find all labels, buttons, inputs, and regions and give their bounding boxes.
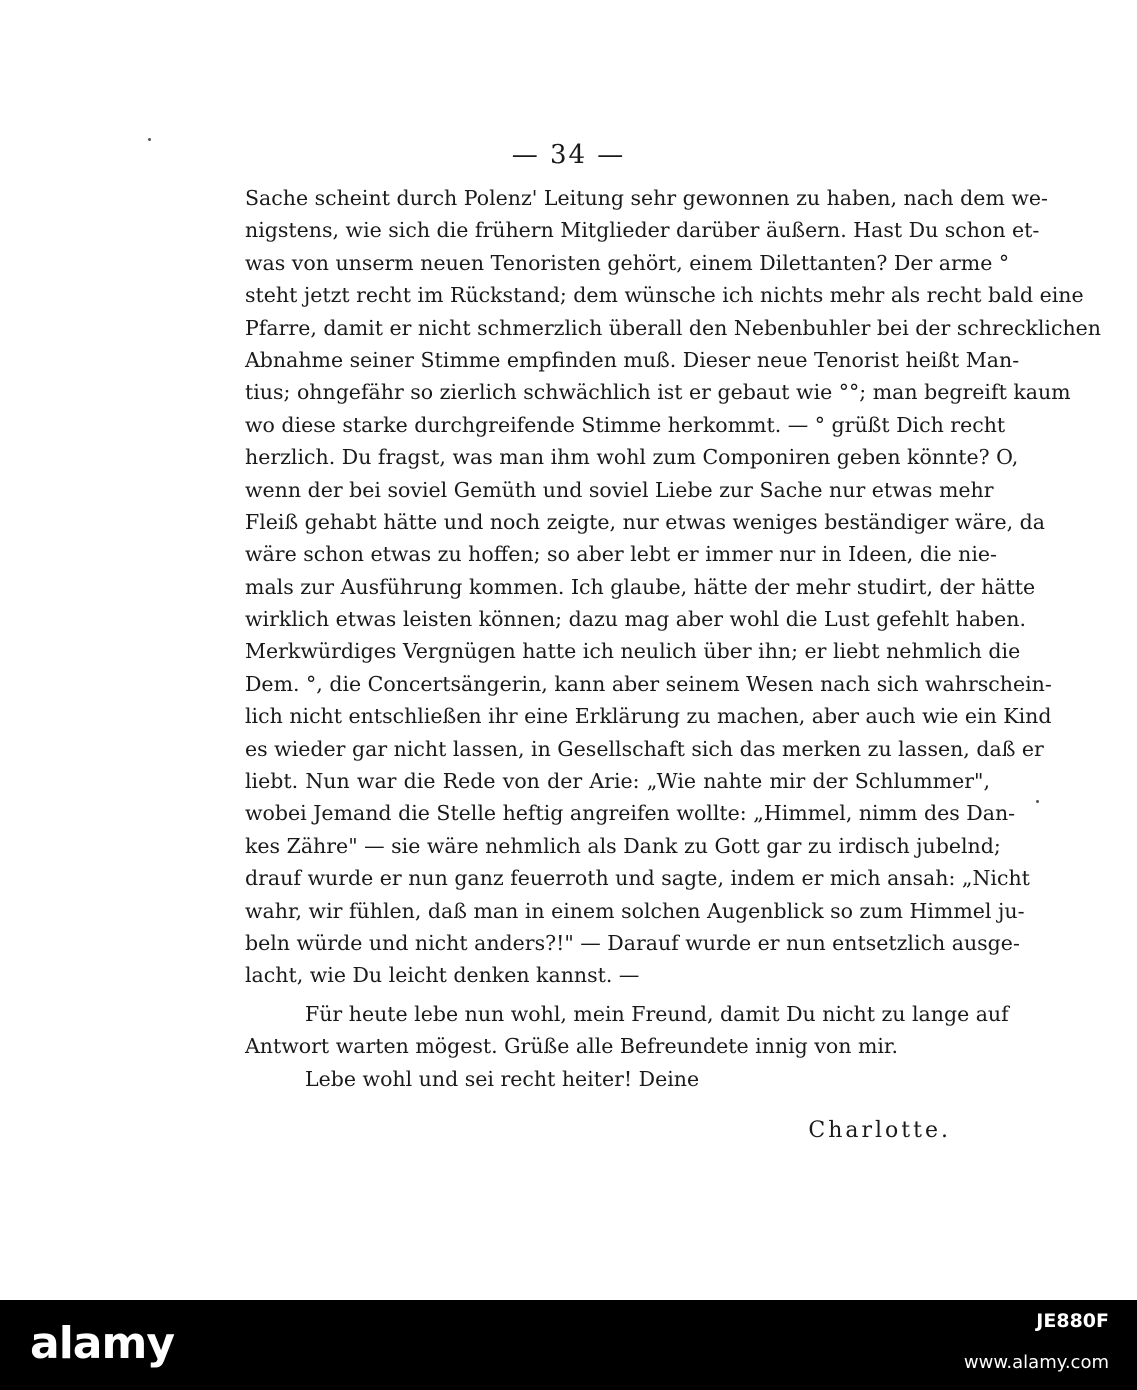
scan-speck [1036, 800, 1039, 803]
body-line: Fleiß gehabt hätte und noch zeigte, nur etwas weniges beständiger wäre, da [245, 509, 1045, 534]
body-line: Abnahme seiner Stimme empfinden muß. Dieser neue Tenorist heißt Man- [245, 347, 1020, 372]
body-line: drauf wurde er nun ganz feuerroth und sagte, indem er mich ansah: „Nicht [245, 866, 1030, 891]
closing-line: Antwort warten mögest. Grüße alle Befreundete innig von mir. [245, 1034, 898, 1059]
body-line: liebt. Nun war die Rede von der Arie: „Wie nahte mir der Schlummer", [245, 769, 990, 794]
body-line: Dem. °, die Concertsängerin, kann aber seinem Wesen nach sich wahrschein- [245, 671, 1052, 696]
closing-line: Für heute lebe nun wohl, mein Freund, damit Du nicht zu lange auf [305, 1001, 1009, 1026]
body-line: steht jetzt recht im Rückstand; dem wünsche ich nichts mehr als recht bald eine [245, 283, 1084, 308]
watermark-banner [0, 1300, 1137, 1390]
image-id: JE880F [1036, 1310, 1109, 1332]
site-url: www.alamy.com [963, 1352, 1109, 1373]
closing-line: Lebe wohl und sei recht heiter! Deine [305, 1066, 700, 1091]
scan-speck [148, 138, 151, 141]
body-line: lich nicht entschließen ihr eine Erklärung zu machen, aber auch wie ein Kind [245, 704, 1052, 729]
body-line: wäre schon etwas zu hoffen; so aber lebt er immer nur in Ideen, die nie- [245, 542, 997, 567]
body-line: tius; ohngefähr so zierlich schwächlich ist er gebaut wie °°; man begreift kaum [245, 380, 1071, 405]
body-line: wahr, wir fühlen, daß man in einem solchen Augenblick so zum Himmel ju- [245, 898, 1025, 923]
body-line: kes Zähre" — sie wäre nehmlich als Dank zu Gott gar zu irdisch jubelnd; [245, 833, 1001, 858]
body-line: Merkwürdiges Vergnügen hatte ich neulich über ihn; er liebt nehmlich die [245, 639, 1021, 664]
page-number: — 34 — [511, 140, 626, 170]
body-line: Sache scheint durch Polenz' Leitung sehr gewonnen zu haben, nach dem we- [245, 186, 1048, 210]
body-line: beln würde und nicht anders?!" — Darauf wurde er nun entsetzlich ausge- [245, 930, 1020, 955]
body-line: wo diese starke durchgreifende Stimme herkommt. — ° grüßt Dich recht [245, 412, 1006, 437]
letter-body [245, 182, 1102, 1095]
alamy-logo: alamy [30, 1318, 174, 1369]
body-line: wenn der bei soviel Gemüth und soviel Liebe zur Sache nur etwas mehr [245, 477, 994, 502]
body-line: Pfarre, damit er nicht schmerzlich überall den Nebenbuhler bei der schrecklichen [245, 315, 1102, 340]
body-line: es wieder gar nicht lassen, in Gesellschaft sich das merken zu lassen, daß er [245, 736, 1044, 761]
body-line: wirklich etwas leisten können; dazu mag aber wohl die Lust gefehlt haben. [245, 607, 1027, 632]
body-line: herzlich. Du fragst, was man ihm wohl zum Componiren geben könnte? O, [245, 445, 1019, 470]
body-line: nigstens, wie sich die frühern Mitglieder darüber äußern. Hast Du schon et- [245, 218, 1040, 243]
body-line: lacht, wie Du leicht denken kannst. — [245, 963, 640, 988]
signature: Charlotte. [808, 1118, 951, 1143]
body-line: mals zur Ausführung kommen. Ich glaube, hätte der mehr studirt, der hätte [245, 574, 1036, 599]
body-line: wobei Jemand die Stelle heftig angreifen wollte: „Himmel, nimm des Dan- [245, 801, 1016, 826]
body-line: was von unserm neuen Tenoristen gehört, einem Dilettanten? Der arme ° [245, 250, 1010, 275]
